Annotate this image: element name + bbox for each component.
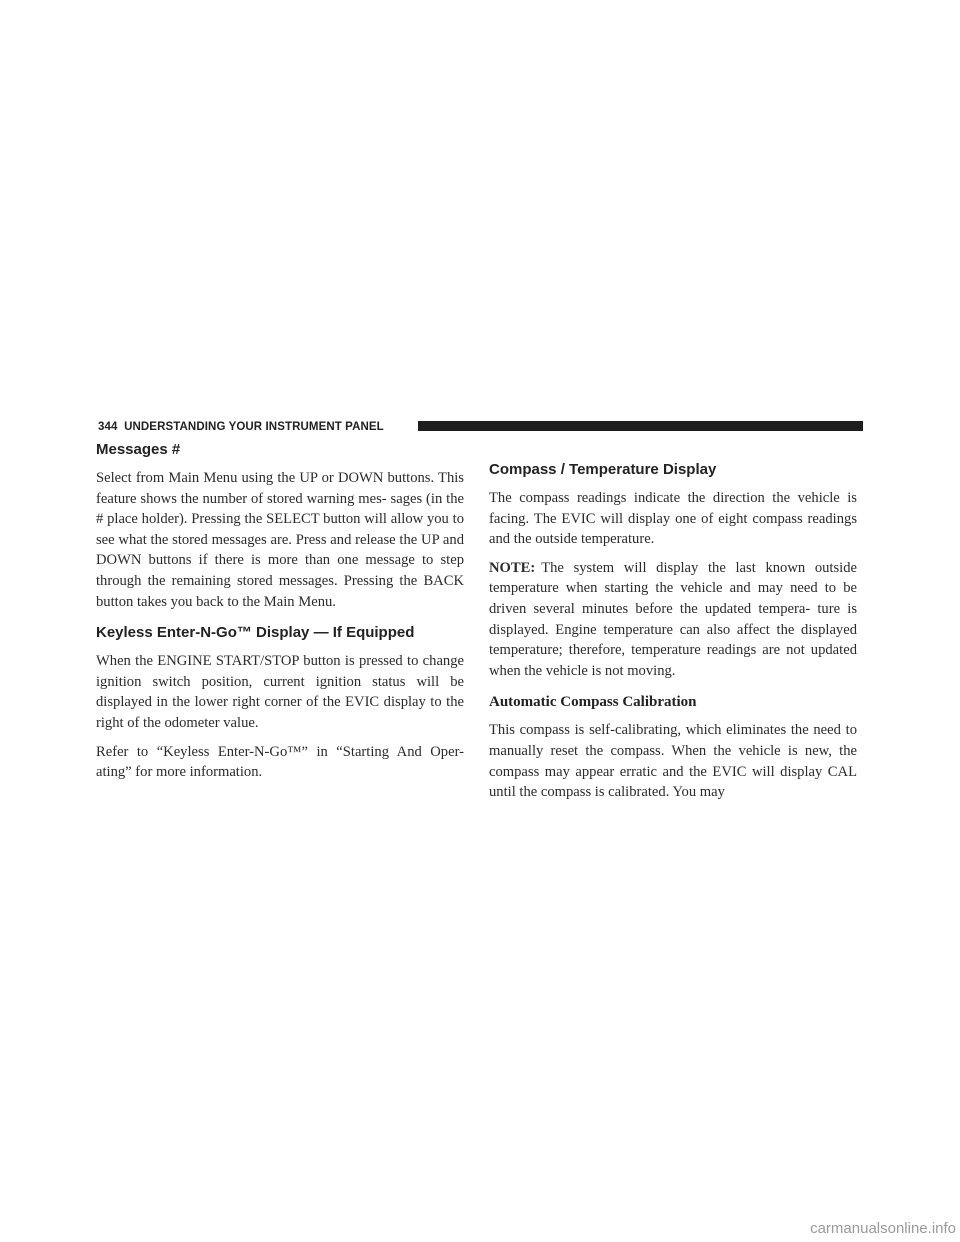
header-label: [98, 420, 384, 434]
watermark: carmanualsonline.info: [810, 1220, 956, 1237]
compass-heading: Compass / Temperature Display: [489, 461, 717, 478]
messages-paragraph: Select from Main Menu using the UP or DOWN buttons. This feature shows the number of stored warning mes- sages (in the # place holder). Pressing the SELECT button will allow you to see what the stored messages are. Press and release the UP and DOWN buttons if there is more than one message to step through the remaining stored messages. Pressing the BACK button takes you back to the Main Menu.: [96, 470, 464, 610]
calibration-heading: Automatic Compass Calibration: [489, 694, 697, 711]
keyless-paragraph-1: When the ENGINE START/STOP button is pressed to change ignition switch position, current ignition status will be displayed in the lower right corner of the EVIC display to the right of the odometer value.: [96, 653, 464, 731]
note-label: NOTE:: [489, 559, 536, 576]
header-rule: [418, 421, 863, 431]
section-title: UNDERSTANDING YOUR INSTRUMENT PANEL: [124, 421, 384, 433]
messages-heading: Messages #: [96, 441, 181, 458]
compass-paragraph: The compass readings indicate the direction the vehicle is facing. The EVIC will display one of eight compass readings and the outside temperature.: [489, 490, 857, 548]
right-column: [489, 440, 857, 803]
note-text: The system will display the last known outside temperature when starting the vehicle and may need to be driven several minutes before the updated tempera- ture is displayed. Engine temperature can also affect the displayed temperature; therefore, temperature readings are not updated when the vehicle is not moving.: [489, 559, 857, 679]
calibration-paragraph: This compass is self-calibrating, which eliminates the need to manually reset the compass. When the vehicle is new, the compass may appear erratic and the EVIC will display CAL until the compass is calibrated. You may: [489, 722, 857, 801]
page-number: 344: [98, 421, 118, 433]
note-paragraph: [489, 558, 857, 682]
keyless-heading: Keyless Enter-N-Go™ Display — If Equipped: [96, 624, 415, 642]
page-header: [98, 420, 863, 436]
left-column: [96, 440, 464, 783]
keyless-paragraph-2: Refer to “Keyless Enter-N-Go™” in “Starting And Oper- ating” for more information.: [96, 743, 464, 781]
